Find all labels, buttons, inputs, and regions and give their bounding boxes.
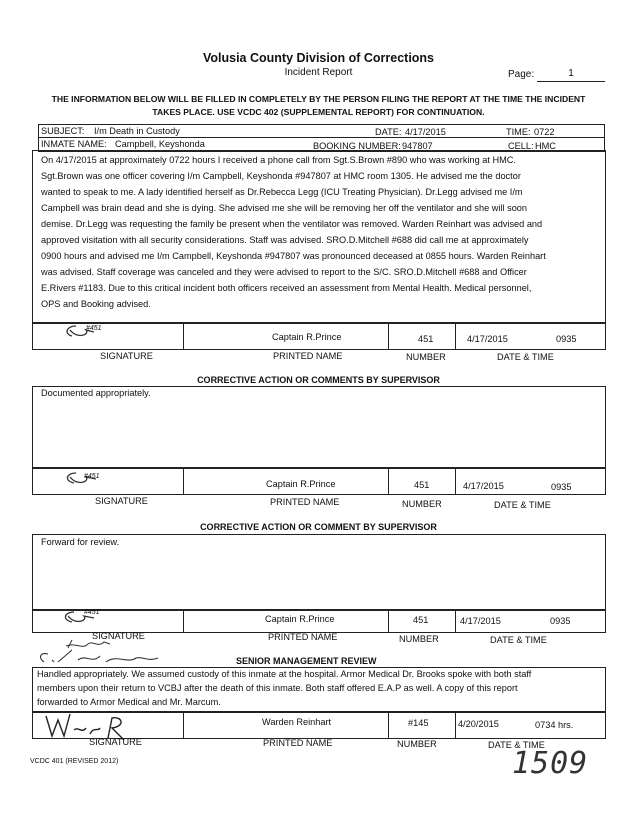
sig1-handwritten-number: #451	[86, 325, 102, 332]
narrative-line: approved visitation with all security considerations. Staff was advised. SRO.D.Mitchell #688 did call me at approximately	[41, 235, 529, 245]
sig4-printed-name-label: PRINTED NAME	[263, 738, 333, 748]
sig2-printed-name: Captain R.Prince	[266, 479, 336, 489]
subject-value: I/m Death in Custody	[94, 126, 180, 136]
handwritten-cc-note-icon	[36, 636, 166, 670]
narrative-line: E.Rivers #1183. Due to this critical incident both officers received an assessment from Mental Health. Medical personnel,	[41, 283, 532, 293]
sig4-date: 4/20/2015	[458, 719, 499, 729]
booking-number-value: 947807	[402, 141, 433, 151]
sig4-time: 0734 hrs.	[535, 720, 574, 730]
sig3-divider	[388, 610, 389, 632]
sig1-divider	[455, 323, 456, 349]
sig3-printed-name: Captain R.Prince	[265, 614, 335, 624]
sig3-divider	[183, 610, 184, 632]
time-label: TIME:	[506, 127, 531, 137]
narrative-line: demise. Dr.Legg was requesting the family be present when the ventilator was removed. Warden Reinhart was advised and	[41, 219, 543, 229]
senior-review-text	[37, 667, 531, 709]
narrative-line: was advised. Staff coverage was canceled and they were advised to report to the S/C. SRO.D.Mitchell #688 and Officer	[41, 267, 527, 277]
senior-review-line: Handled appropriately. We assumed custody of this inmate at the hospital. Armor Medical Dr. Brooks spoke with both staff	[37, 669, 532, 679]
cell-value: HMC	[535, 141, 556, 151]
sig2-time: 0935	[551, 482, 572, 492]
sig4-divider	[183, 712, 184, 738]
corrective-comment-1: Documented appropriately.	[41, 388, 151, 398]
narrative-line: wanted to speak to me. A lady identified herself as Dr.Rebecca Legg (ICU Treating Physician). Dr.Legg advised me I/m	[41, 187, 523, 197]
sig4-signature-label: SIGNATURE	[89, 737, 142, 747]
sig1-signature-label: SIGNATURE	[100, 351, 153, 361]
instruction-line-1: THE INFORMATION BELOW WILL BE FILLED IN COMPLETELY BY THE PERSON FILING THE REPORT AT THE TIME THE INCIDENT	[51, 94, 586, 104]
sig3-signature-label: SIGNATURE	[92, 631, 145, 641]
narrative-line: Sgt.Brown was one officer covering I/m Campbell, Keyshonda #947807 at HMC room 1305. He advised me the doctor	[41, 171, 521, 181]
sig2-printed-name-label: PRINTED NAME	[270, 497, 340, 507]
sig2-date-time-label: DATE & TIME	[494, 500, 551, 510]
senior-management-heading: SENIOR MANAGEMENT REVIEW	[236, 656, 377, 666]
sig3-number-label: NUMBER	[399, 634, 439, 644]
corrective-comment-2: Forward for review.	[41, 537, 120, 547]
sig2-number-label: NUMBER	[402, 499, 442, 509]
time-value: 0722	[534, 127, 555, 137]
narrative-line: Campbell was brain dead and she is dying. She advised me she will be removing her off the ventilator and she will soon	[41, 203, 528, 213]
sig1-time: 0935	[556, 334, 577, 344]
sig3-number: 451	[413, 615, 429, 625]
sig3-divider	[455, 610, 456, 632]
sig2-divider	[455, 468, 456, 494]
sig3-handwritten-number: #451	[84, 609, 100, 616]
senior-review-line: members upon their return to VCBJ after the death of this inmate. Both staff offered E.A.P as well. A copy of this report	[37, 683, 518, 693]
form-id: VCDC 401 (REVISED 2012)	[30, 758, 119, 765]
inmate-name-value: Campbell, Keyshonda	[115, 139, 205, 149]
sig4-date-time-label: DATE & TIME	[488, 740, 545, 750]
sig1-printed-name-label: PRINTED NAME	[273, 351, 343, 361]
sig2-handwritten-number: #451	[84, 473, 100, 480]
sig3-time: 0935	[550, 616, 571, 626]
date-label: DATE:	[375, 127, 402, 137]
sig2-date: 4/17/2015	[463, 481, 504, 491]
sig2-divider	[388, 468, 389, 494]
inmate-name-label: INMATE NAME:	[41, 139, 107, 149]
sig3-date-time-label: DATE & TIME	[490, 635, 547, 645]
page-number-underline	[537, 81, 605, 82]
sig4-number-label: NUMBER	[397, 739, 437, 749]
sig3-date: 4/17/2015	[460, 616, 501, 626]
sig4-divider	[455, 712, 456, 738]
page-number: 1	[568, 68, 574, 79]
document-title: Volusia County Division of Corrections	[202, 51, 435, 65]
subject-label: SUBJECT:	[41, 126, 85, 136]
sig1-date-time-label: DATE & TIME	[497, 352, 554, 362]
document-subtitle: Incident Report	[284, 67, 353, 78]
sig2-divider	[183, 468, 184, 494]
stamp-number: 1509	[512, 746, 589, 781]
narrative-line: OPS and Booking advised.	[41, 299, 151, 309]
narrative-text	[41, 152, 601, 312]
senior-review-line: forwarded to Armor Medical and Mr. Marcum.	[37, 697, 221, 707]
sig2-signature-label: SIGNATURE	[95, 496, 148, 506]
instruction-line-2: TAKES PLACE. USE VCDC 402 (SUPPLEMENTAL REPORT) FOR CONTINUATION.	[152, 107, 485, 117]
sig4-divider	[388, 712, 389, 738]
sig2-number: 451	[414, 480, 430, 490]
info-divider	[38, 137, 604, 138]
sig4-number: #145	[408, 718, 429, 728]
booking-number-label: BOOKING NUMBER:	[313, 141, 401, 151]
date-value: 4/17/2015	[405, 127, 446, 137]
page-label: Page:	[508, 69, 535, 80]
corrective-action-heading-1: CORRECTIVE ACTION OR COMMENTS BY SUPERVISOR	[197, 375, 440, 385]
cell-label: CELL:	[508, 141, 534, 151]
sig3-printed-name-label: PRINTED NAME	[268, 632, 338, 642]
narrative-line: 0900 hours and advised me I/m Campbell, Keyshonda #947807 was pronounced deceased at 0855 hours. Warden Reinhart	[41, 251, 546, 261]
sig4-printed-name: Warden Reinhart	[262, 717, 332, 727]
sig1-date: 4/17/2015	[467, 334, 508, 344]
sig1-number-label: NUMBER	[406, 352, 446, 362]
sig1-printed-name: Captain R.Prince	[272, 332, 342, 342]
narrative-line: On 4/17/2015 at approximately 0722 hours I received a phone call from Sgt.S.Brown #890 who was working at HMC.	[41, 155, 516, 165]
sig1-number: 451	[418, 334, 434, 344]
sig1-divider	[183, 323, 184, 349]
sig1-divider	[388, 323, 389, 349]
corrective-action-heading-2: CORRECTIVE ACTION OR COMMENT BY SUPERVISOR	[200, 522, 437, 532]
corrective-comment-box-1	[32, 386, 606, 469]
